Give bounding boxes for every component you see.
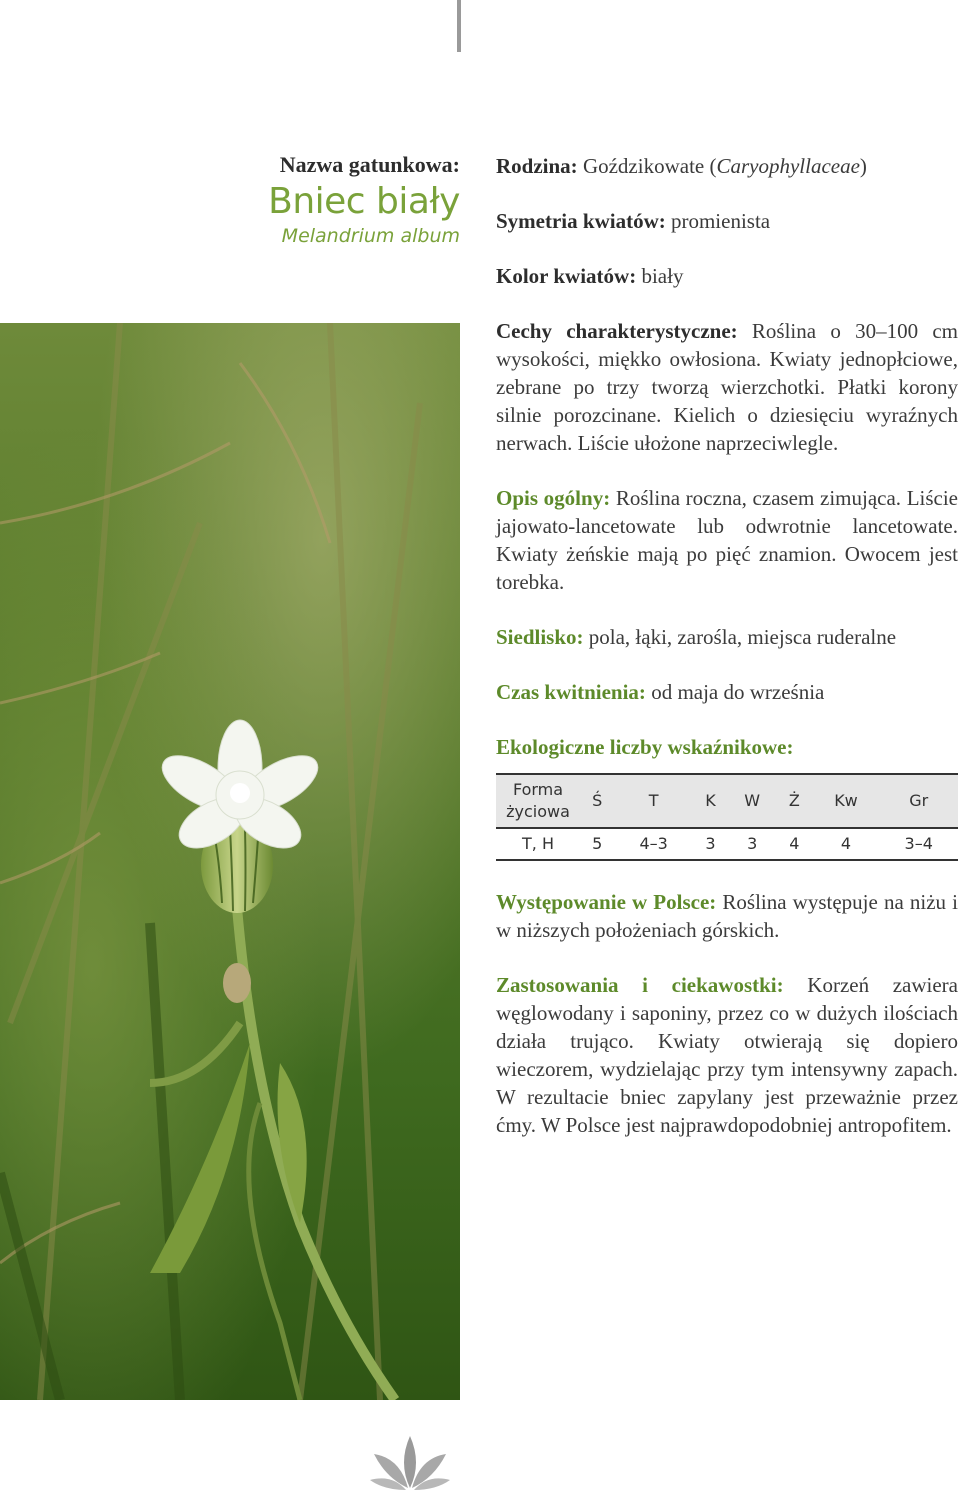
- occurrence-label: Występowanie w Polsce:: [496, 890, 717, 914]
- general-label: Opis ogólny:: [496, 486, 611, 510]
- family-latin: Caryophyllaceae: [716, 154, 860, 178]
- eco-value-cell: 3–4: [879, 828, 958, 860]
- occurrence-text: Roślina występuje na niżu i w niższych położeniach górskich.: [496, 890, 958, 942]
- plant-photo: [0, 323, 460, 1400]
- symmetry-label: Symetria kwiatów:: [496, 209, 666, 233]
- eco-value-cell: T, H: [496, 828, 580, 860]
- flowering-paragraph: [496, 678, 958, 706]
- eco-value-cell: 4: [813, 828, 880, 860]
- eco-table-row: [496, 828, 958, 860]
- family-value: Goździkowate (: [582, 154, 717, 178]
- species-header: [200, 150, 460, 248]
- eco-table-header: [496, 774, 958, 828]
- eco-value-cell: 3: [693, 828, 728, 860]
- eco-header-cell: K: [705, 791, 716, 810]
- species-name: Bniec biały: [268, 181, 460, 222]
- eco-header-cell: Ż: [788, 791, 800, 810]
- features-label: Cechy charakterystyczne:: [496, 319, 738, 343]
- occurrence-paragraph: [496, 888, 958, 944]
- species-label: Nazwa gatunkowa:: [279, 152, 460, 177]
- eco-indicator-table: [496, 773, 958, 861]
- eco-header-cell: W: [744, 791, 761, 810]
- general-paragraph: [496, 484, 958, 596]
- family-close: ): [859, 154, 867, 178]
- leaf-logo-icon: [368, 1428, 452, 1492]
- eco-header-cell: T: [648, 791, 659, 810]
- uses-label: Zastosowania i ciekawostki:: [496, 973, 784, 997]
- eco-header-cell: Ś: [592, 791, 603, 810]
- family-line: [496, 152, 958, 180]
- eco-title: Ekologiczne liczby wskaźnikowe:: [496, 735, 794, 759]
- flowering-label: Czas kwitnienia:: [496, 680, 646, 704]
- habitat-paragraph: [496, 623, 958, 651]
- color-label: Kolor kwiatów:: [496, 264, 637, 288]
- flowering-text: od maja do września: [651, 680, 825, 704]
- eco-value-cell: 4: [776, 828, 812, 860]
- eco-header-cell: Kw: [834, 791, 858, 810]
- uses-paragraph: [496, 971, 958, 1139]
- top-divider: [457, 0, 461, 52]
- eco-value-cell: 5: [580, 828, 614, 860]
- species-description: [496, 152, 958, 1139]
- uses-text: Korzeń zawiera węglowodany i saponiny, przez co w dużych ilościach działa trująco. Kwiaty otwierają się dopiero wieczorem, wydzielając przy tym intensywny zapach. W rezultacie bniec zapylany jest przeważnie przez ćmy. W Polsce jest najprawdopodobniej antropofitem.: [496, 973, 958, 1137]
- symmetry-line: [496, 207, 958, 235]
- family-label: Rodzina:: [496, 154, 578, 178]
- eco-value-cell: 4–3: [614, 828, 693, 860]
- habitat-label: Siedlisko:: [496, 625, 584, 649]
- symmetry-value: promienista: [670, 209, 771, 233]
- features-text: Roślina o 30–100 cm wysokości, miękko owłosiona. Kwiaty jednopłciowe, zebrane po trzy tworzą wierzchotki. Płatki korony silnie porozcinane. Kielich o dziesięciu wyraźnych nerwach. Liście ułożone naprzeciwlegle.: [496, 319, 958, 455]
- eco-header-cell: Forma życiowa: [506, 780, 570, 821]
- general-text: Roślina roczna, czasem zimująca. Liście jajowato-lancetowate lub odwrotnie lancetowate. Kwiaty żeńskie mają po pięć znamion. Owocem jest torebka.: [496, 486, 959, 594]
- color-line: [496, 262, 958, 290]
- habitat-text: pola, łąki, zarośla, miejsca ruderalne: [588, 625, 897, 649]
- eco-value-cell: 3: [728, 828, 776, 860]
- features-paragraph: [496, 317, 958, 457]
- species-latin-name: Melandrium album: [281, 225, 460, 247]
- eco-header-cell: Gr: [909, 791, 929, 810]
- color-value: biały: [641, 264, 684, 288]
